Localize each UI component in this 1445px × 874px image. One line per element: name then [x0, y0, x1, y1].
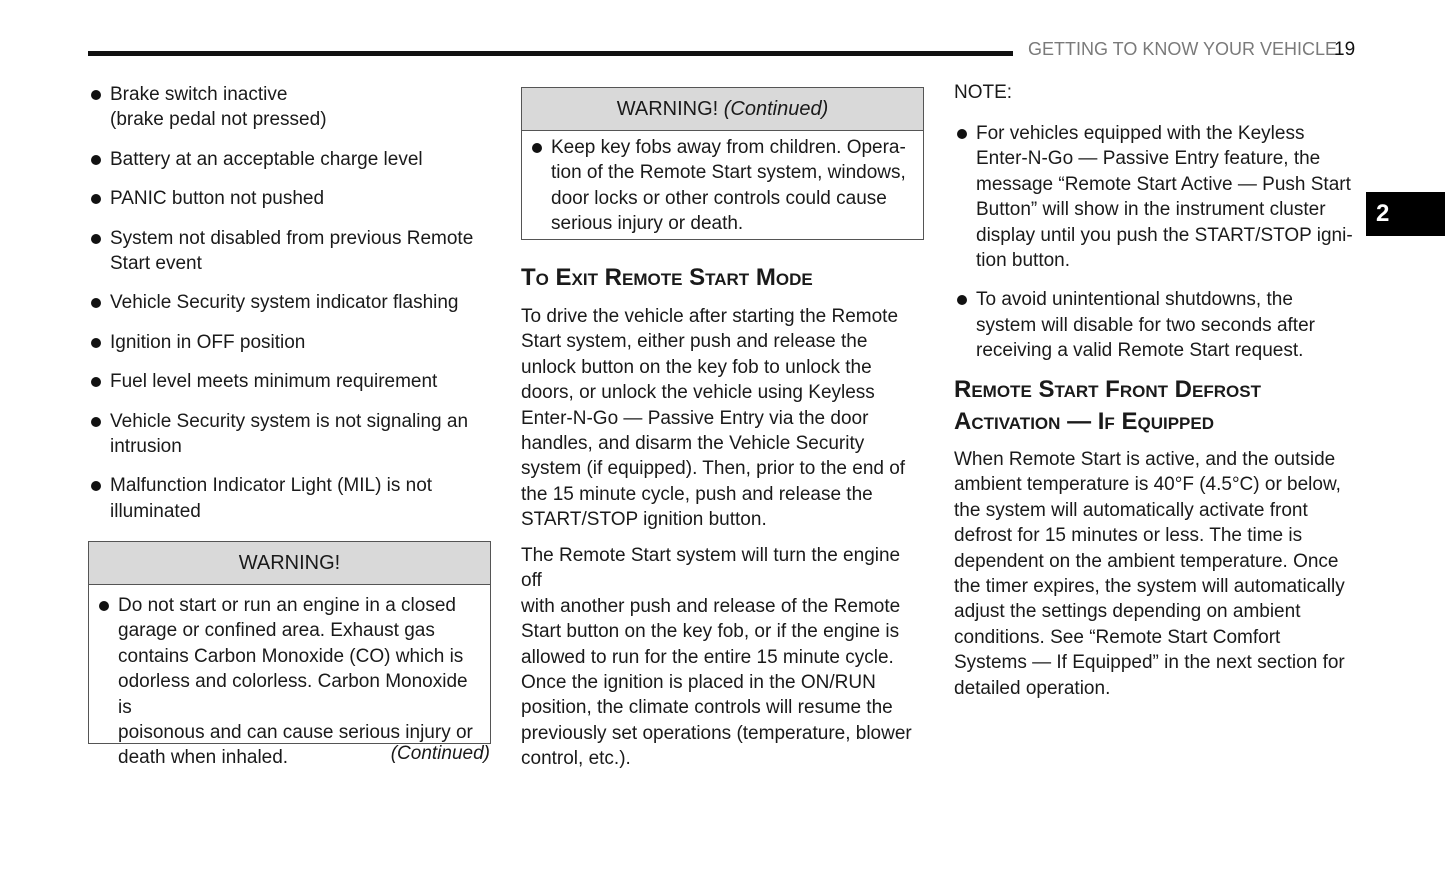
section-heading: To Exit Remote Start Mode [521, 264, 813, 291]
warning-title: WARNING! [89, 542, 490, 585]
bullet-icon [91, 155, 101, 165]
requirements-list [88, 82, 490, 524]
header-rule [88, 51, 1013, 56]
list-item: PANIC button not pushed [88, 186, 490, 211]
list-item: Malfunction Indicator Light (MIL) is not illuminated [88, 473, 490, 524]
list-item: Battery at an acceptable charge level [88, 147, 490, 172]
list-item: Do not start or run an engine in a closed garage or confined area. Exhaust gas contains Carbon Monoxide (CO) which is odorless and colorless. Carbon Monoxide is poisonous and can cause serious injury or death when inhaled. [96, 593, 482, 771]
list-item: Brake switch inactive (brake pedal not pressed) [88, 82, 490, 133]
bullet-icon [91, 377, 101, 387]
bullet-icon [91, 298, 101, 308]
list-item: Vehicle Security system indicator flashing [88, 290, 490, 315]
section-title: GETTING TO KNOW YOUR VEHICLE [1028, 39, 1338, 59]
bullet-icon [91, 234, 101, 244]
continued-label: (Continued) [390, 743, 490, 764]
paragraph: When Remote Start is active, and the outside ambient temperature is 40°F (4.5°C) or below, the system will automatically activate front defrost for 15 minutes or less. The time is dependent on the ambient temperature. Once the timer expires, the system will automatically adjust the settings depending on ambient conditions. See “Remote Start Comfort Systems — If Equipped” in the next section for detailed operation. [954, 449, 1345, 699]
paragraph: The Remote Start system will turn the engine off with another push and release of the Remote Start button on the key fob, or if the engine is allowed to run for the entire 15 minute cycle. Once the ignition is placed in the ON/RUN position, the climate controls will resume the previously set operations (temperature, blower control, etc.). [521, 545, 912, 770]
bullet-icon [532, 143, 542, 153]
note-label: NOTE: [954, 82, 1013, 103]
list-item: For vehicles equipped with the Keyless Enter-N-Go — Passive Entry feature, the message “Remote Start Active — Push Start Button” will show in the instrument cluster display until you push the START/STOP igni- tion button. [954, 121, 1354, 273]
warning-continued-box [521, 87, 924, 240]
column-1 [88, 82, 490, 538]
bullet-icon [99, 601, 109, 611]
bullet-icon [957, 295, 967, 305]
chapter-tab: 2 [1366, 192, 1445, 236]
bullet-icon [91, 417, 101, 427]
section-heading: Remote Start Front Defrost Activation — If Equipped [954, 376, 1261, 435]
note-list [954, 121, 1354, 364]
list-item: Vehicle Security system is not signaling an intrusion [88, 409, 490, 460]
warning-title: WARNING! (Continued) [522, 88, 923, 131]
column-3 [954, 121, 1354, 378]
bullet-icon [91, 194, 101, 204]
list-item: Fuel level meets minimum requirement [88, 369, 490, 394]
list-item: System not disabled from previous Remote Start event [88, 226, 490, 277]
bullet-icon [91, 338, 101, 348]
bullet-icon [91, 90, 101, 100]
list-item: Ignition in OFF position [88, 330, 490, 355]
bullet-icon [957, 129, 967, 139]
list-item: Keep key fobs away from children. Opera- tion of the Remote Start system, windows, door locks or other controls could cause serious injury or death. [529, 135, 915, 237]
paragraph: To drive the vehicle after starting the Remote Start system, either push and release the unlock button on the key fob to unlock the doors, or unlock the vehicle using Keyless Enter-N-Go — Passive Entry via the door handles, and disarm the Vehicle Security system (if equipped). Then, prior to the end of the 15 minute cycle, push and release the START/STOP ignition button. [521, 306, 906, 531]
bullet-icon [91, 481, 101, 491]
page-number: 19 [1334, 39, 1356, 60]
list-item: To avoid unintentional shutdowns, the system will disable for two seconds after receiving a valid Remote Start request. [954, 287, 1354, 363]
